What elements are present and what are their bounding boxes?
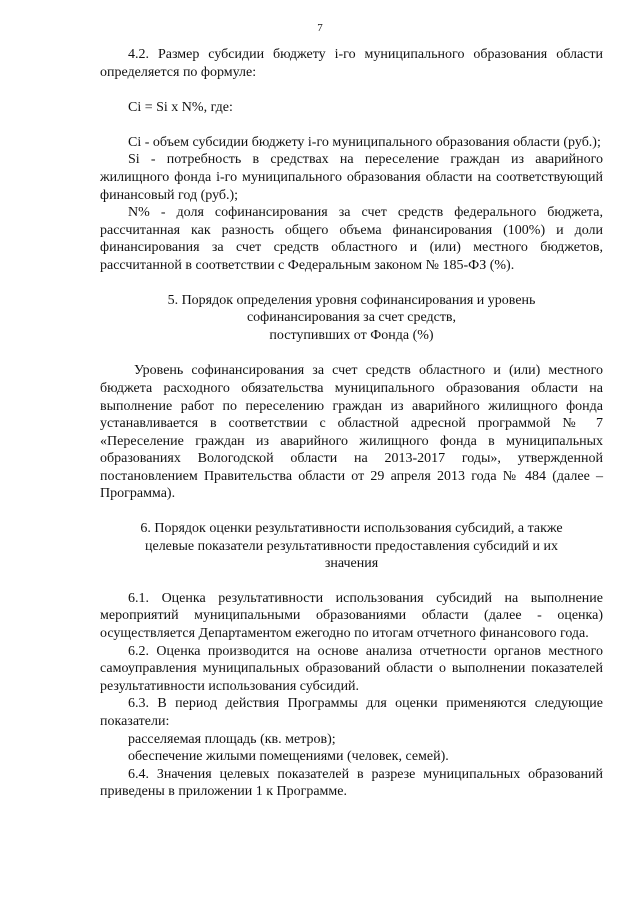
paragraph-5: Уровень софинансирования за счет средств областного и (или) местного бюджета расходного обязательства муниципального образования области на выполнение работ по переселению граждан из аварийного жилищного фонда устанавливается в соответствии с областной адресной программой № 7 «Переселение граждан из аварийного жилищного фонда в муниципальных образованиях Вологодской области на 2013-2017 годы», утвержденной постановлением Правительства области от 29 апреля 2013 года № 484 (далее – Программа). [100, 363, 603, 502]
section-5-heading-line-1: 5. Порядок определения уровня софинансирования и уровень [167, 292, 536, 308]
section-6-heading-line-2: целевые показатели результативности предоставления субсидий и их [144, 538, 559, 554]
formula: Ci = Si x N%, где: [128, 100, 233, 116]
paragraph-6-1: 6.1. Оценка результативности использования субсидий на выполнение мероприятий муниципальными образованиями области (далее - оценка) осуществляется Департаментом ежегодно по итогам отчетного финансового года. [100, 590, 603, 642]
paragraph-4-2: 4.2. Размер субсидии бюджету i-го муниципального образования области определяется по формуле: [100, 47, 603, 80]
section-6-heading [100, 520, 603, 573]
section-5-heading-line-2: софинансирования за счет средств, [246, 310, 457, 326]
definition-ci: Ci - объем субсидии бюджету i-го муниципального образования области (руб.); [128, 134, 601, 150]
document-body [100, 46, 603, 801]
section-6-heading-line-1: 6. Порядок оценки результативности использования субсидий, а также [140, 521, 563, 537]
definition-si: Si - потребность в средствах на переселение граждан из аварийного жилищного фонда i-го муниципального образования области на соответствующий финансовый год (руб.); [100, 152, 603, 203]
paragraph-6-4: 6.4. Значения целевых показателей в разрезе муниципальных образований приведены в приложении 1 к Программе. [100, 766, 603, 800]
section-5-heading [100, 292, 603, 345]
page-number: 7 [317, 22, 323, 34]
list-item: обеспечение жилыми помещениями (человек, семей). [128, 749, 449, 765]
paragraph-6-2: 6.2. Оценка производится на основе анализа отчетности органов местного самоуправления муниципальных образований области о выполнении показателей результативности использования субсидий. [100, 643, 603, 694]
paragraph-6-3: 6.3. В период действия Программы для оценки применяются следующие показатели: [100, 696, 603, 729]
definition-n: N% - доля софинансирования за счет средств федерального бюджета, рассчитанная как разность общего объема финансирования (100%) и доли финансирования за счет средств областного и (или) местного бюджетов, рассчитанной в соответствии с Федеральным законом № 185-ФЗ (%). [100, 205, 603, 273]
section-6-heading-line-3: значения [324, 556, 379, 572]
list-item: расселяемая площадь (кв. метров); [128, 731, 336, 747]
section-5-heading-line-3: поступивших от Фонда (%) [269, 327, 434, 343]
